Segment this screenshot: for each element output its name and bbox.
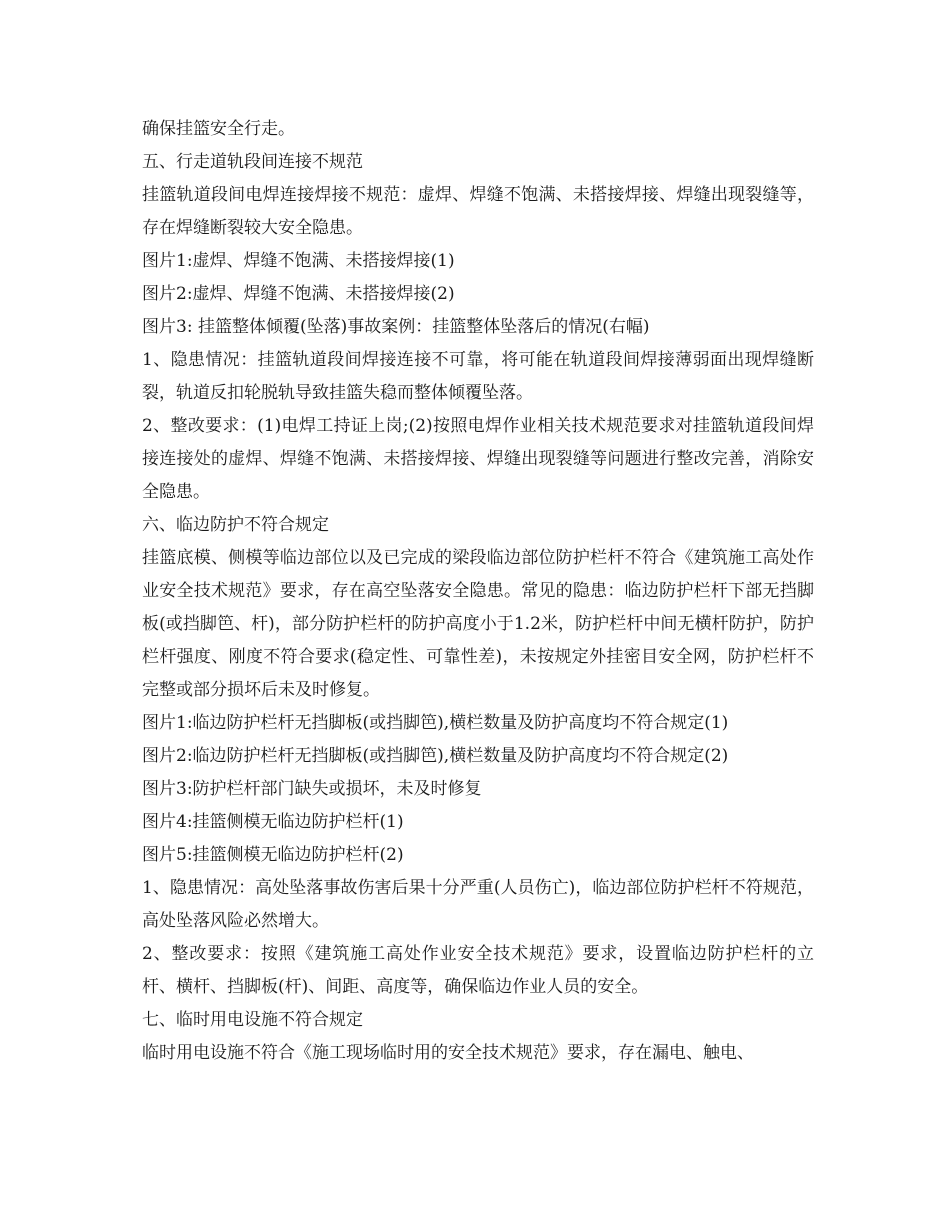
paragraph-7-description: 临时用电设施不符合《施工现场临时用的安全技术规范》要求，存在漏电、触电、 [142,1043,754,1063]
paragraph-continuation: 确保挂篮安全行走。 [142,119,295,139]
section-heading-7: 七、临时用电设施不符合规定 [142,1010,363,1030]
paragraph-5-rectification: 2、整改要求：(1)电焊工持证上岗;(2)按照电焊作业相关技术规范要求对挂篮轨道段间焊接连接处的虚焊、焊缝不饱满、未搭接焊接、焊缝出现裂缝等问题进行整改完善，消除安全隐患。 [142,416,814,502]
figure-caption-6-2: 图片2:临边防护栏杆无挡脚板(或挡脚笆),横栏数量及防护高度均不符合规定(2) [142,746,729,766]
figure-caption-6-4: 图片4:挂篮侧模无临边防护栏杆(1) [142,812,404,832]
figure-caption-6-1: 图片1:临边防护栏杆无挡脚板(或挡脚笆),横栏数量及防护高度均不符合规定(1) [142,713,729,733]
document-body [142,113,814,1070]
paragraph-6-description: 挂篮底模、侧模等临边部位以及已完成的梁段临边部位防护栏杆不符合《建筑施工高处作业安全技术规范》要求，存在高空坠落安全隐患。常见的隐患：临边防护栏杆下部无挡脚板(或挡脚笆、杆)，部分防护栏杆的防护高度小于1.2米，防护栏杆中间无横杆防护，防护栏杆强度、刚度不符合要求(稳定性、可靠性差)，未按规定外挂密目安全网，防护栏杆不完整或部分损坏后未及时修复。 [142,548,814,700]
figure-caption-5-2: 图片2:虚焊、焊缝不饱满、未搭接焊接(2) [142,284,455,304]
figure-caption-5-1: 图片1:虚焊、焊缝不饱满、未搭接焊接(1) [142,251,455,271]
figure-caption-5-3: 图片3: 挂篮整体倾覆(坠落)事故案例：挂篮整体坠落后的情况(右幅) [142,317,650,337]
figure-caption-6-3: 图片3:防护栏杆部门缺失或损坏，未及时修复 [142,779,482,799]
section-heading-6: 六、临边防护不符合规定 [142,515,329,535]
paragraph-6-hazard: 1、隐患情况：高处坠落事故伤害后果十分严重(人员伤亡)，临边部位防护栏杆不符规范，高处坠落风险必然增大。 [142,878,814,931]
figure-caption-6-5: 图片5:挂篮侧模无临边防护栏杆(2) [142,845,404,865]
paragraph-6-rectification: 2、整改要求：按照《建筑施工高处作业安全技术规范》要求，设置临边防护栏杆的立杆、横杆、挡脚板(杆)、间距、高度等，确保临边作业人员的安全。 [142,944,814,997]
paragraph-5-hazard: 1、隐患情况：挂篮轨道段间焊接连接不可靠，将可能在轨道段间焊接薄弱面出现焊缝断裂，轨道反扣轮脱轨导致挂篮失稳而整体倾覆坠落。 [142,350,814,403]
paragraph-5-description: 挂篮轨道段间电焊连接焊接不规范：虚焊、焊缝不饱满、未搭接焊接、焊缝出现裂缝等，存在焊缝断裂较大安全隐患。 [142,185,814,238]
section-heading-5: 五、行走道轨段间连接不规范 [142,152,363,172]
